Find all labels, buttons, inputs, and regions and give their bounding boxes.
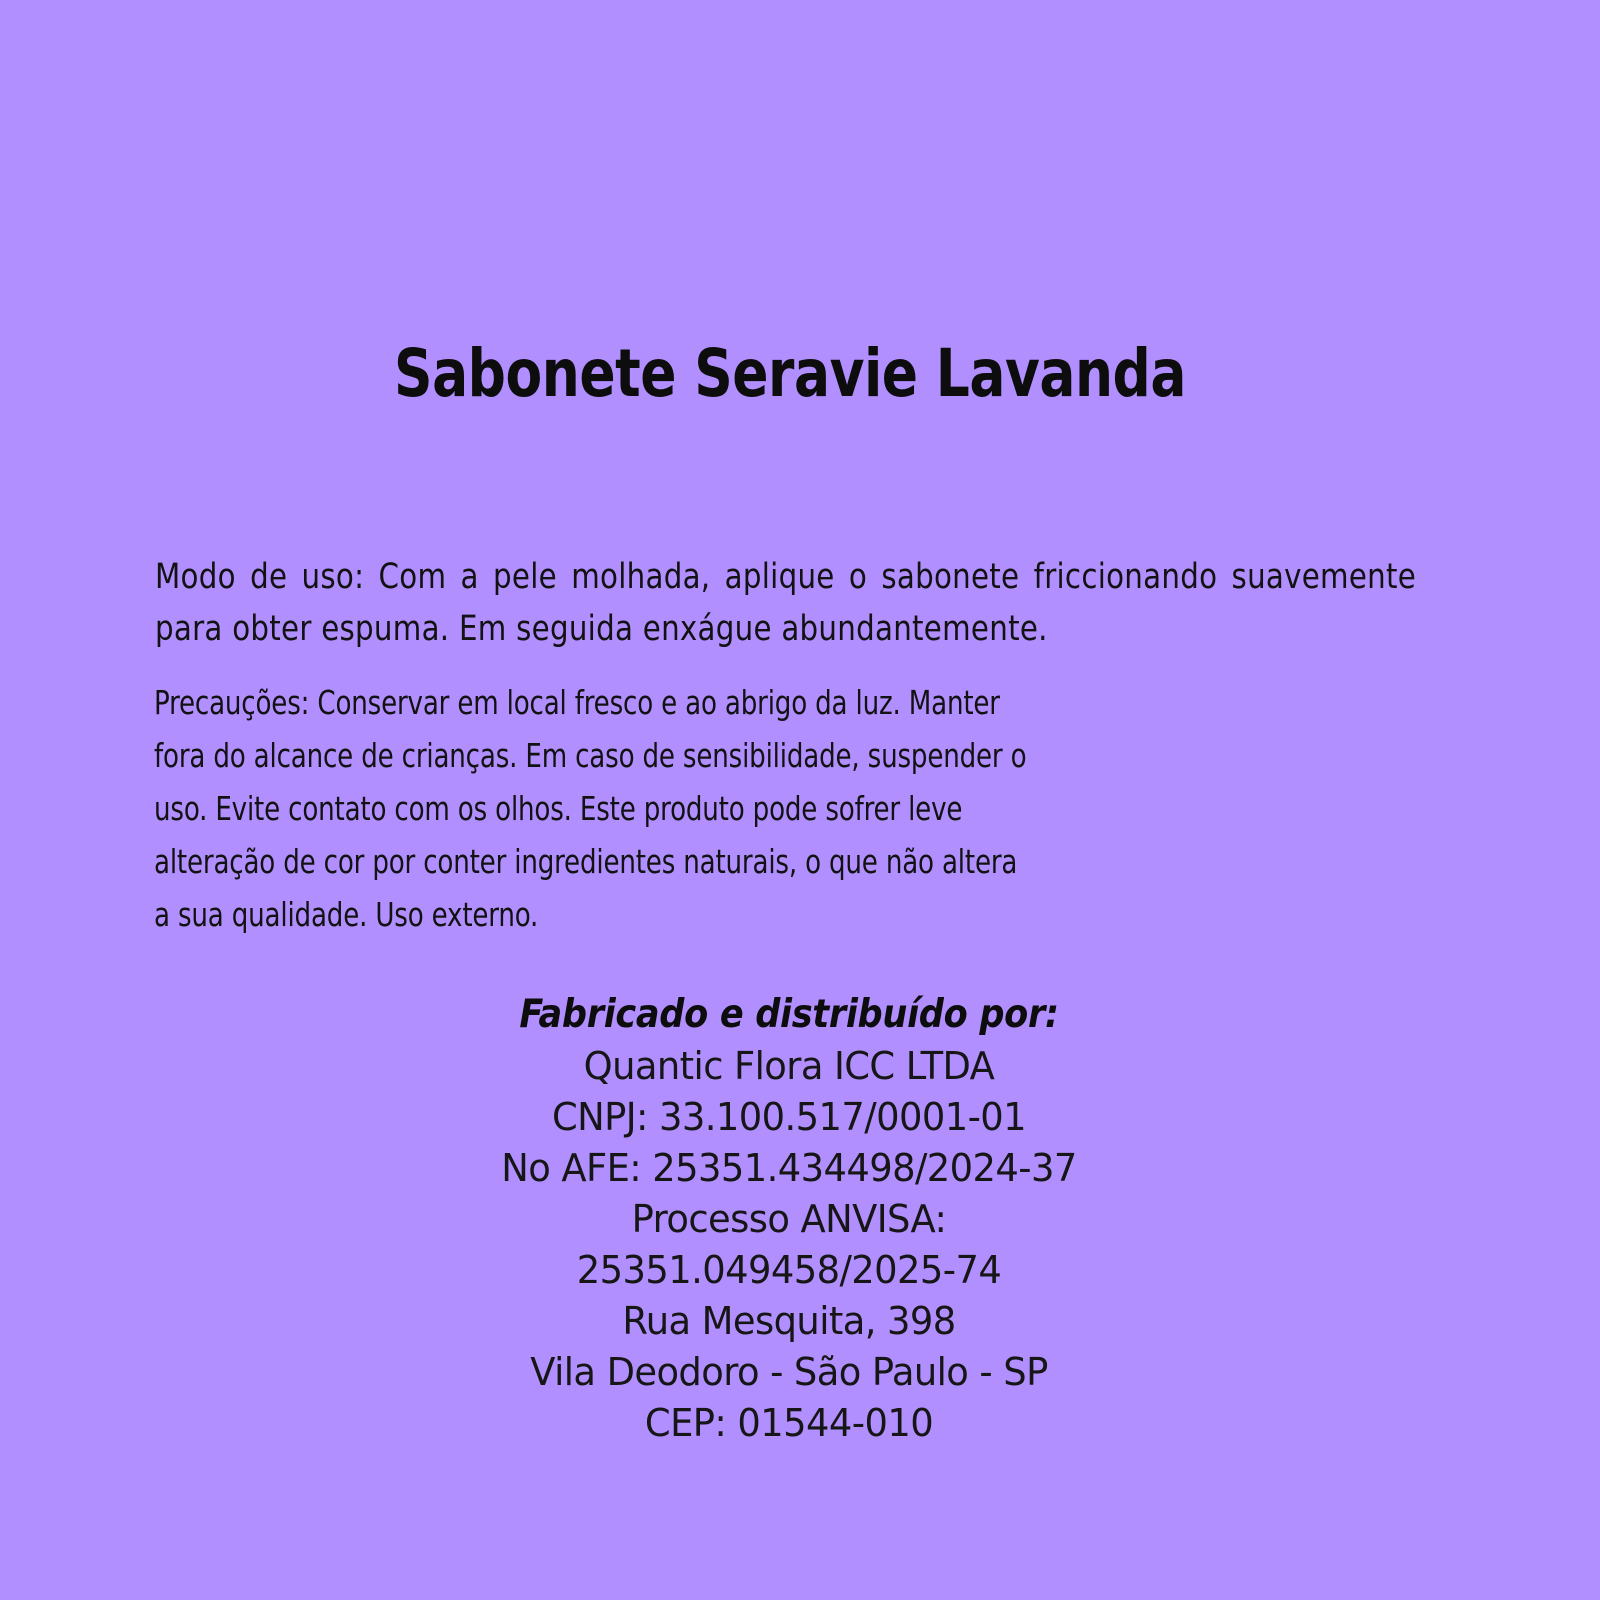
precautions-line: uso. Evite contato com os olhos. Este produto pode sofrer leve bbox=[154, 789, 963, 828]
precautions-section bbox=[154, 676, 1027, 941]
usage-instructions-section bbox=[155, 516, 1417, 690]
precautions-line: a sua qualidade. Uso externo. bbox=[154, 895, 539, 934]
manufacturer-anvisa-number: 25351.049458/2025-74 bbox=[576, 1248, 1002, 1292]
page-title: Sabonete Seravie Lavanda bbox=[394, 335, 1186, 413]
manufacturer-street-address: Rua Mesquita, 398 bbox=[622, 1299, 956, 1343]
manufacturer-heading: Fabricado e distribuído por: bbox=[519, 992, 1059, 1037]
usage-instructions-text: Modo de uso: Com a pele molhada, aplique o sabonete friccionando suavemente para obter espuma. Em seguida enxágue abundantemente. bbox=[155, 557, 1417, 649]
precautions-line: Precauções: Conservar em local fresco e ao abrigo da luz. Manter bbox=[154, 683, 1000, 722]
manufacturer-anvisa-label: Processo ANVISA: bbox=[631, 1197, 947, 1241]
manufacturer-city-state: Vila Deodoro - São Paulo - SP bbox=[530, 1350, 1048, 1394]
manufacturer-section bbox=[0, 988, 1578, 1449]
precautions-line: alteração de cor por conter ingredientes naturais, o que não altera bbox=[154, 842, 1018, 881]
manufacturer-afe-number: No AFE: 25351.434498/2024-37 bbox=[501, 1146, 1077, 1190]
precautions-line: fora do alcance de crianças. Em caso de sensibilidade, suspender o bbox=[154, 736, 1027, 775]
manufacturer-postal-code: CEP: 01544-010 bbox=[644, 1401, 934, 1445]
manufacturer-cnpj: CNPJ: 33.100.517/0001-01 bbox=[551, 1095, 1027, 1139]
manufacturer-company-name: Quantic Flora ICC LTDA bbox=[583, 1044, 995, 1088]
